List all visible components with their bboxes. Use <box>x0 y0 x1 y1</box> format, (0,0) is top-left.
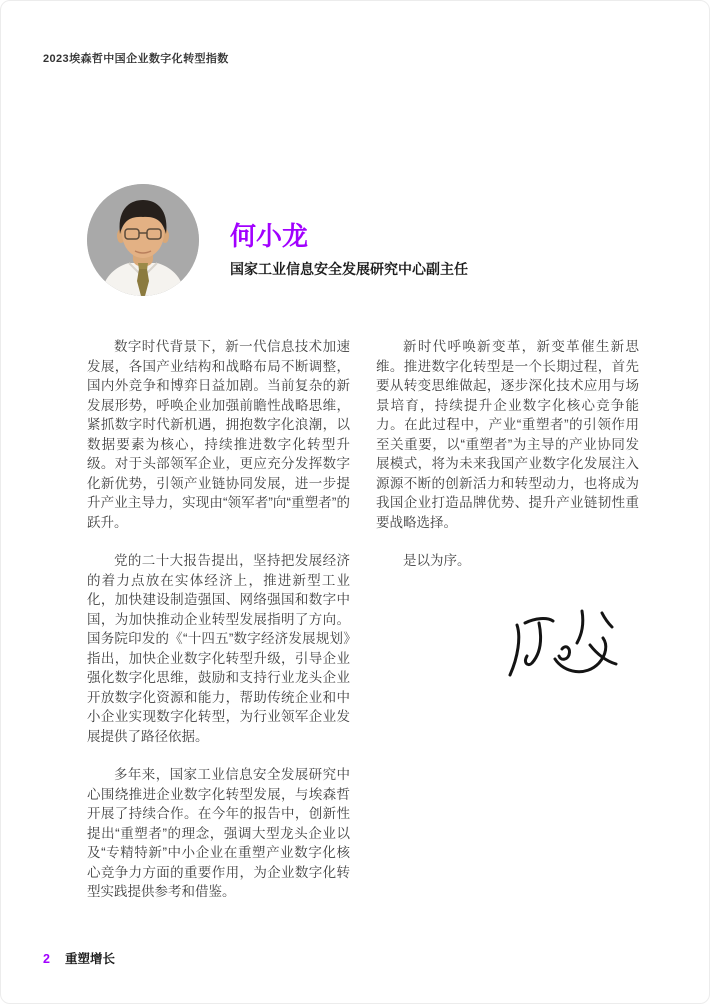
paragraph: 新时代呼唤新变革，新变革催生新思维。推进数字化转型是一个长期过程，首先要从转变思维做起，逐步深化技术应用与场景培育，持续提升企业数字化核心竞争能力。在此过程中，产业“重塑者”的引领作用至关重要，以“重塑者”为主导的产业协同发展模式，将为未来我国产业数字化发展注入源源不断的创新活力和转型动力，也将成为我国企业打造品牌优势、提升产业链韧性重要战略选择。 <box>376 339 639 530</box>
page-number: 2 <box>43 952 50 966</box>
author-meta <box>230 184 468 279</box>
handwritten-signature <box>502 601 624 693</box>
left-column <box>87 337 350 921</box>
closing-line: 是以为序。 <box>403 553 471 568</box>
paragraph: 多年来，国家工业信息安全发展研究中心围绕推进企业数字化转型发展，与埃森哲开展了持续合作。在今年的报告中，创新性提出“重塑者”的理念，强调大型龙头企业以及“专精特新”中小企业在重塑产业数字化核心竞争力方面的重要作用，为企业数字化转型实践提供参考和借鉴。 <box>87 767 350 899</box>
body-columns <box>87 337 639 921</box>
paragraph: 数字时代背景下，新一代信息技术加速发展，各国产业结构和战略布局不断调整，国内外竞争和博弈日益加剧。当前复杂的新发展形势，呼唤企业加强前瞻性战略思维，紧抓数字时代新机遇，拥抱数字化浪潮，以数据要素为核心，持续推进数字化转型升级。对于头部领军企业，更应充分发挥数字化新优势，引领产业链协同发展，进一步提升产业主导力，实现由“领军者”向“重塑者”的跃升。 <box>87 339 350 530</box>
author-profile <box>87 184 468 296</box>
signature-icon <box>502 601 624 693</box>
right-column <box>376 337 639 921</box>
page-header <box>43 50 229 66</box>
page-footer <box>43 949 115 967</box>
header-title: 2023埃森哲中国企业数字化转型指数 <box>43 53 229 65</box>
footer-title: 重塑增长 <box>64 952 115 966</box>
author-title: 国家工业信息安全发展研究中心副主任 <box>230 261 468 277</box>
paragraph: 党的二十大报告提出，坚持把发展经济的着力点放在实体经济上，推进新型工业化，加快建设制造强国、网络强国和数字中国，为加快推动企业转型发展指明了方向。国务院印发的《“十四五”数字经济发展规划》指出，加快企业数字化转型升级，引导企业强化数字化思维，鼓励和支持行业龙头企业开放数字化资源和能力，帮助传统企业和中小企业实现数字化转型，为行业领军企业发展提供了路径依据。 <box>87 553 350 744</box>
avatar <box>87 184 199 296</box>
author-name: 何小龙 <box>230 221 309 251</box>
portrait-photo-icon <box>87 184 199 296</box>
